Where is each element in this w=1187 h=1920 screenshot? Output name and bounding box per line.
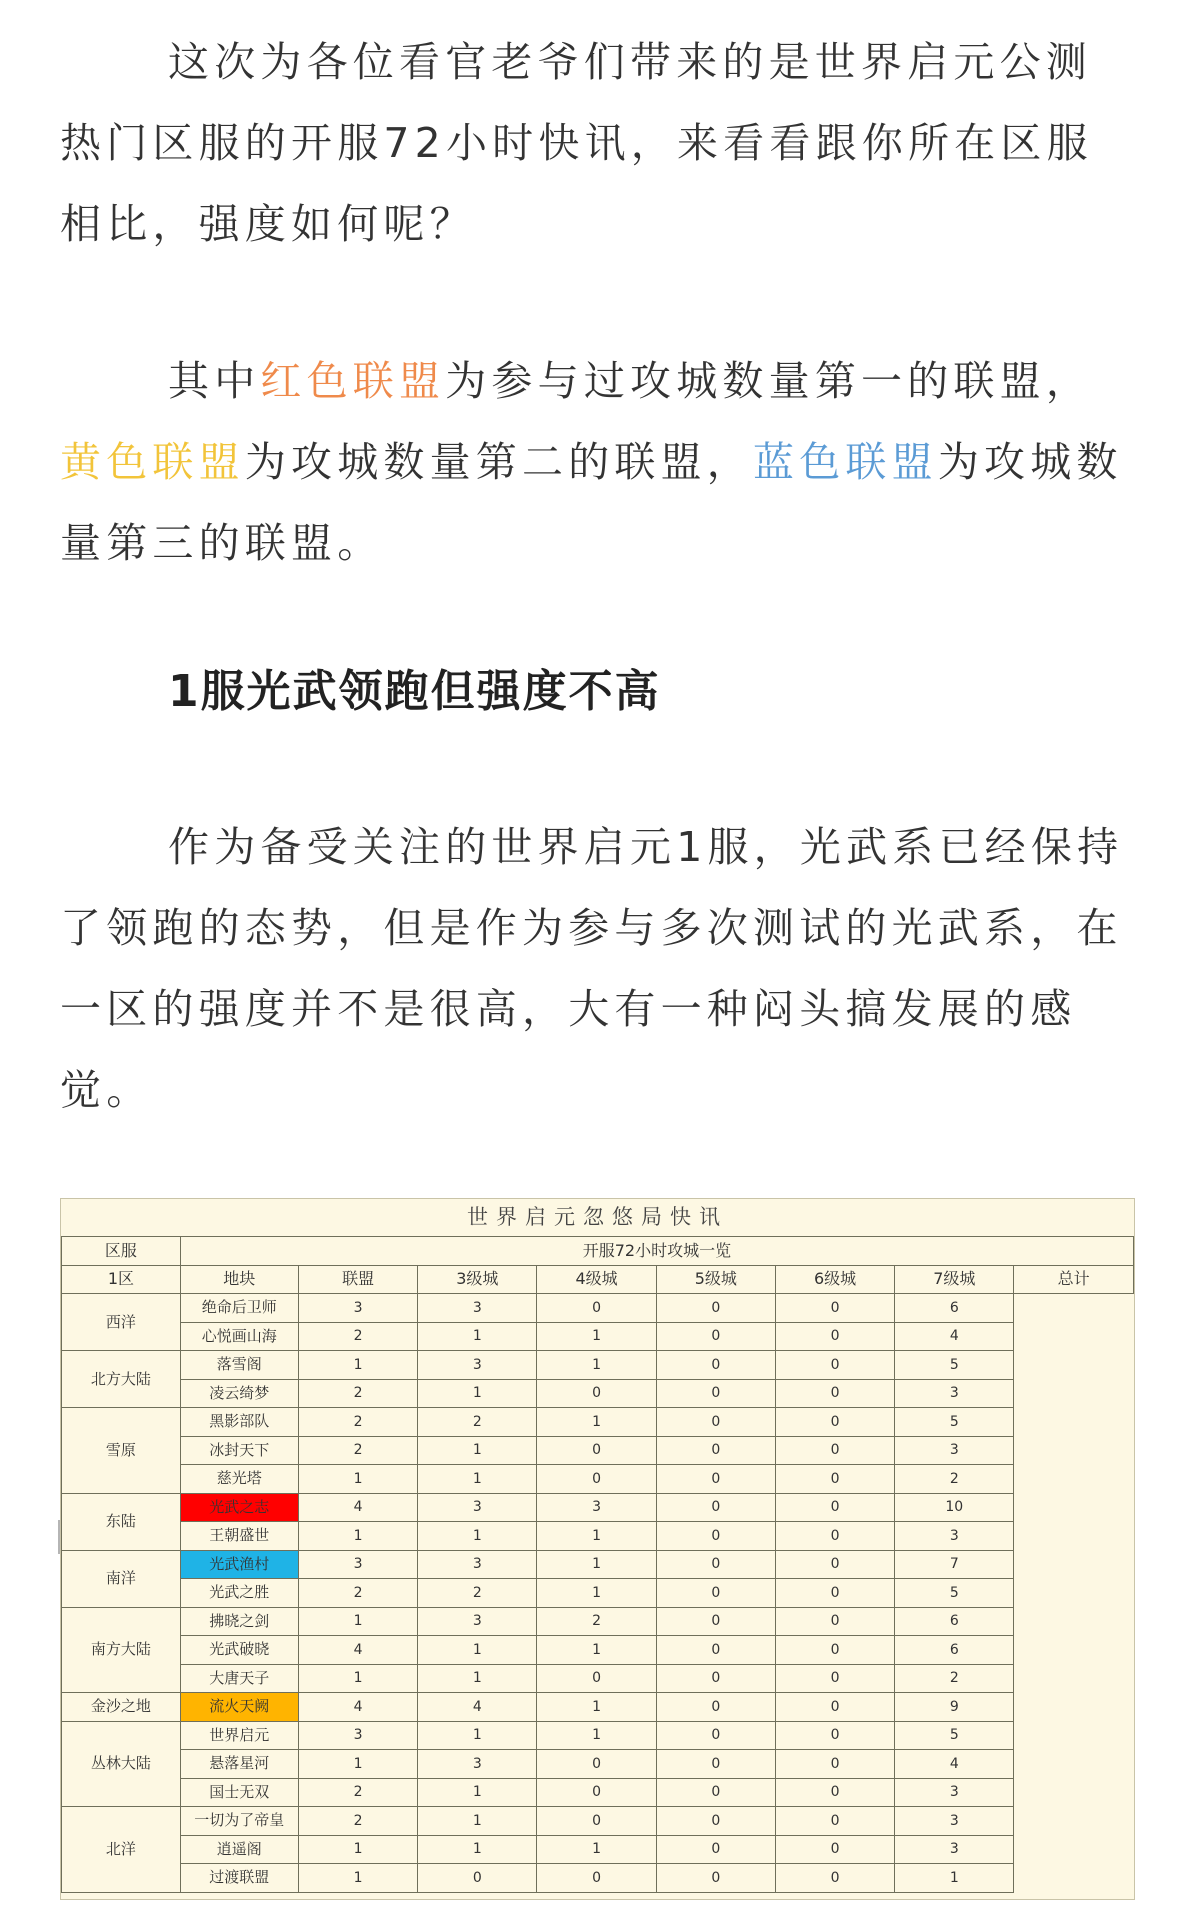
table-row xyxy=(62,1522,1134,1551)
alliance-note-part3: 为攻城数量第三的联盟。 xyxy=(60,438,1123,567)
count-cell: 6 xyxy=(895,1294,1014,1323)
alliance-name-cell: 冰封天下 xyxy=(180,1436,298,1465)
spreadsheet-image xyxy=(60,1198,1135,1900)
count-cell: 1 xyxy=(418,1379,537,1408)
count-cell: 1 xyxy=(298,1664,418,1693)
count-cell: 0 xyxy=(418,1864,537,1893)
table-row xyxy=(62,1408,1134,1437)
count-cell: 1 xyxy=(298,1864,418,1893)
alliance-name-cell: 悬落星河 xyxy=(180,1750,298,1779)
count-cell: 2 xyxy=(418,1408,537,1437)
blue-alliance-label: 蓝色联盟 xyxy=(753,438,938,486)
alliance-name-cell: 国士无双 xyxy=(180,1778,298,1807)
table-row xyxy=(62,1493,1134,1522)
table-row xyxy=(62,1550,1134,1579)
alliance-name-cell: 光武渔村 xyxy=(180,1550,298,1579)
region-cell: 金沙之地 xyxy=(62,1693,181,1722)
count-cell: 0 xyxy=(656,1693,775,1722)
table-row xyxy=(62,1835,1134,1864)
alliance-name-cell: 黑影部队 xyxy=(180,1408,298,1437)
region-cell: 南方大陆 xyxy=(62,1607,181,1693)
count-cell: 1 xyxy=(537,1693,657,1722)
table-row xyxy=(62,1721,1134,1750)
count-cell: 4 xyxy=(298,1636,418,1665)
count-cell: 3 xyxy=(418,1750,537,1779)
region-cell: 东陆 xyxy=(62,1493,181,1550)
count-cell: 7 xyxy=(895,1550,1014,1579)
siege-table xyxy=(61,1236,1134,1893)
alliance-name-cell: 凌云绮梦 xyxy=(180,1379,298,1408)
count-cell: 0 xyxy=(775,1835,895,1864)
col-header: 7级城 xyxy=(895,1265,1014,1294)
count-cell: 1 xyxy=(537,1351,657,1380)
count-cell: 0 xyxy=(775,1721,895,1750)
count-cell: 1 xyxy=(418,1465,537,1494)
table-header-row-2 xyxy=(62,1265,1134,1294)
count-cell: 1 xyxy=(537,1579,657,1608)
alliance-name-cell: 光武之胜 xyxy=(180,1579,298,1608)
count-cell: 6 xyxy=(895,1636,1014,1665)
count-cell: 2 xyxy=(298,1408,418,1437)
count-cell: 0 xyxy=(656,1493,775,1522)
count-cell: 1 xyxy=(418,1322,537,1351)
count-cell: 0 xyxy=(656,1408,775,1437)
count-cell: 0 xyxy=(656,1294,775,1323)
count-cell: 2 xyxy=(298,1379,418,1408)
count-cell: 3 xyxy=(895,1778,1014,1807)
count-cell: 0 xyxy=(656,1322,775,1351)
yellow-alliance-label: 黄色联盟 xyxy=(60,438,245,486)
count-cell: 3 xyxy=(895,1807,1014,1836)
count-cell: 1 xyxy=(418,1807,537,1836)
region-cell: 北洋 xyxy=(62,1807,181,1893)
alliance-name-cell: 逍遥阁 xyxy=(180,1835,298,1864)
count-cell: 5 xyxy=(895,1408,1014,1437)
count-cell: 1 xyxy=(418,1664,537,1693)
count-cell: 0 xyxy=(775,1522,895,1551)
alliance-name-cell: 一切为了帝皇 xyxy=(180,1807,298,1836)
count-cell: 0 xyxy=(537,1664,657,1693)
col-header: 联盟 xyxy=(298,1265,418,1294)
col-header: 3级城 xyxy=(418,1265,537,1294)
table-row xyxy=(62,1294,1134,1323)
count-cell: 3 xyxy=(418,1550,537,1579)
count-cell: 0 xyxy=(775,1436,895,1465)
alliance-name-cell: 世界启元 xyxy=(180,1721,298,1750)
count-cell: 10 xyxy=(895,1493,1014,1522)
count-cell: 3 xyxy=(895,1436,1014,1465)
count-cell: 1 xyxy=(298,1465,418,1494)
col-header: 地块 xyxy=(180,1265,298,1294)
table-row xyxy=(62,1807,1134,1836)
count-cell: 0 xyxy=(775,1636,895,1665)
count-cell: 0 xyxy=(656,1864,775,1893)
count-cell: 3 xyxy=(298,1550,418,1579)
table-row xyxy=(62,1607,1134,1636)
count-cell: 1 xyxy=(418,1522,537,1551)
count-cell: 2 xyxy=(895,1465,1014,1494)
alliance-name-cell: 慈光塔 xyxy=(180,1465,298,1494)
count-cell: 0 xyxy=(775,1750,895,1779)
count-cell: 0 xyxy=(656,1807,775,1836)
alliance-name-cell: 绝命后卫师 xyxy=(180,1294,298,1323)
count-cell: 0 xyxy=(775,1579,895,1608)
count-cell: 1 xyxy=(418,1636,537,1665)
table-row xyxy=(62,1322,1134,1351)
alliance-note-prefix: 其中 xyxy=(168,357,261,405)
count-cell: 0 xyxy=(775,1322,895,1351)
count-cell: 3 xyxy=(895,1379,1014,1408)
alliance-name-cell: 落雪阁 xyxy=(180,1351,298,1380)
count-cell: 0 xyxy=(656,1607,775,1636)
count-cell: 0 xyxy=(656,1835,775,1864)
alliance-name-cell: 过渡联盟 xyxy=(180,1864,298,1893)
count-cell: 0 xyxy=(775,1351,895,1380)
table-row xyxy=(62,1636,1134,1665)
count-cell: 1 xyxy=(418,1436,537,1465)
count-cell: 3 xyxy=(895,1522,1014,1551)
count-cell: 0 xyxy=(537,1864,657,1893)
col-header: 4级城 xyxy=(537,1265,657,1294)
count-cell: 0 xyxy=(775,1550,895,1579)
count-cell: 2 xyxy=(298,1807,418,1836)
count-cell: 1 xyxy=(537,1322,657,1351)
count-cell: 2 xyxy=(298,1778,418,1807)
table-row xyxy=(62,1465,1134,1494)
count-cell: 3 xyxy=(298,1721,418,1750)
count-cell: 0 xyxy=(537,1778,657,1807)
alliance-name-cell: 流火天阙 xyxy=(180,1693,298,1722)
count-cell: 0 xyxy=(656,1750,775,1779)
count-cell: 1 xyxy=(537,1835,657,1864)
count-cell: 3 xyxy=(537,1493,657,1522)
count-cell: 0 xyxy=(656,1379,775,1408)
span-header: 开服72小时攻城一览 xyxy=(180,1237,1133,1266)
count-cell: 0 xyxy=(537,1294,657,1323)
count-cell: 1 xyxy=(537,1636,657,1665)
alliance-note-paragraph xyxy=(60,341,1130,584)
count-cell: 2 xyxy=(895,1664,1014,1693)
count-cell: 4 xyxy=(298,1493,418,1522)
count-cell: 1 xyxy=(298,1351,418,1380)
count-cell: 1 xyxy=(298,1607,418,1636)
table-row xyxy=(62,1436,1134,1465)
count-cell: 1 xyxy=(537,1522,657,1551)
alliance-name-cell: 光武破晓 xyxy=(180,1636,298,1665)
count-cell: 0 xyxy=(537,1807,657,1836)
alliance-name-cell: 大唐天子 xyxy=(180,1664,298,1693)
count-cell: 9 xyxy=(895,1693,1014,1722)
count-cell: 0 xyxy=(537,1379,657,1408)
alliance-note-part1: 为参与过攻城数量第一的联盟， xyxy=(445,357,1093,405)
count-cell: 4 xyxy=(895,1750,1014,1779)
count-cell: 0 xyxy=(775,1465,895,1494)
count-cell: 1 xyxy=(418,1778,537,1807)
table-row xyxy=(62,1579,1134,1608)
count-cell: 2 xyxy=(298,1579,418,1608)
count-cell: 0 xyxy=(775,1664,895,1693)
count-cell: 1 xyxy=(298,1835,418,1864)
count-cell: 1 xyxy=(537,1721,657,1750)
alliance-name-cell: 王朝盛世 xyxy=(180,1522,298,1551)
count-cell: 1 xyxy=(418,1835,537,1864)
table-row xyxy=(62,1864,1134,1893)
region-cell: 南洋 xyxy=(62,1550,181,1607)
count-cell: 0 xyxy=(656,1522,775,1551)
sheet-title: 世界启元忽悠局快讯 xyxy=(467,1205,728,1229)
count-cell: 0 xyxy=(656,1550,775,1579)
col-header: 总计 xyxy=(1014,1265,1134,1294)
region-cell: 北方大陆 xyxy=(62,1351,181,1408)
count-cell: 0 xyxy=(656,1778,775,1807)
count-cell: 1 xyxy=(298,1522,418,1551)
count-cell: 0 xyxy=(537,1465,657,1494)
count-cell: 6 xyxy=(895,1607,1014,1636)
count-cell: 0 xyxy=(656,1636,775,1665)
col-header: 6级城 xyxy=(775,1265,895,1294)
table-row xyxy=(62,1693,1134,1722)
count-cell: 5 xyxy=(895,1579,1014,1608)
count-cell: 0 xyxy=(775,1693,895,1722)
count-cell: 2 xyxy=(298,1322,418,1351)
count-cell: 0 xyxy=(537,1436,657,1465)
alliance-note-part2: 为攻城数量第二的联盟， xyxy=(244,438,754,486)
count-cell: 0 xyxy=(775,1408,895,1437)
col-header: 5级城 xyxy=(656,1265,775,1294)
count-cell: 0 xyxy=(656,1579,775,1608)
region-cell: 雪原 xyxy=(62,1408,181,1494)
count-cell: 2 xyxy=(418,1579,537,1608)
table-row xyxy=(62,1750,1134,1779)
count-cell: 0 xyxy=(775,1493,895,1522)
intro-paragraph: 这次为各位看官老爷们带来的是世界启元公测热门区服的开服72小时快讯，来看看跟你所在区服相比，强度如何呢？ xyxy=(60,38,1093,248)
count-cell: 5 xyxy=(895,1721,1014,1750)
red-alliance-label: 红色联盟 xyxy=(260,357,446,405)
table-row xyxy=(62,1351,1134,1380)
count-cell: 0 xyxy=(656,1465,775,1494)
count-cell: 3 xyxy=(418,1607,537,1636)
count-cell: 0 xyxy=(775,1294,895,1323)
count-cell: 0 xyxy=(775,1607,895,1636)
count-cell: 1 xyxy=(895,1864,1014,1893)
section-heading: 1服光武领跑但强度不高 xyxy=(168,666,661,717)
region-cell: 丛林大陆 xyxy=(62,1721,181,1807)
count-cell: 4 xyxy=(895,1322,1014,1351)
count-cell: 0 xyxy=(775,1864,895,1893)
alliance-name-cell: 心悦画山海 xyxy=(180,1322,298,1351)
count-cell: 3 xyxy=(895,1835,1014,1864)
count-cell: 1 xyxy=(298,1750,418,1779)
server-cell: 1区 xyxy=(62,1265,181,1294)
region-cell: 西洋 xyxy=(62,1294,181,1351)
count-cell: 1 xyxy=(537,1408,657,1437)
table-row xyxy=(62,1379,1134,1408)
count-cell: 1 xyxy=(537,1550,657,1579)
count-cell: 3 xyxy=(418,1294,537,1323)
alliance-name-cell: 拂晓之剑 xyxy=(180,1607,298,1636)
table-row xyxy=(62,1664,1134,1693)
body-paragraph: 作为备受关注的世界启元1服，光武系已经保持了领跑的态势，但是作为参与多次测试的光武系，在一区的强度并不是很高，大有一种闷头搞发展的感觉。 xyxy=(60,823,1124,1114)
count-cell: 0 xyxy=(656,1351,775,1380)
count-cell: 1 xyxy=(418,1721,537,1750)
count-cell: 0 xyxy=(656,1664,775,1693)
count-cell: 0 xyxy=(775,1807,895,1836)
table-row xyxy=(62,1778,1134,1807)
count-cell: 3 xyxy=(418,1351,537,1380)
table-header-row-1 xyxy=(62,1237,1134,1266)
count-cell: 4 xyxy=(298,1693,418,1722)
count-cell: 2 xyxy=(298,1436,418,1465)
count-cell: 3 xyxy=(418,1493,537,1522)
alliance-name-cell: 光武之志 xyxy=(180,1493,298,1522)
count-cell: 2 xyxy=(537,1607,657,1636)
server-header: 区服 xyxy=(62,1237,181,1266)
count-cell: 0 xyxy=(656,1721,775,1750)
count-cell: 0 xyxy=(775,1778,895,1807)
count-cell: 0 xyxy=(656,1436,775,1465)
count-cell: 4 xyxy=(418,1693,537,1722)
count-cell: 0 xyxy=(537,1750,657,1779)
count-cell: 0 xyxy=(775,1379,895,1408)
count-cell: 5 xyxy=(895,1351,1014,1380)
count-cell: 3 xyxy=(298,1294,418,1323)
